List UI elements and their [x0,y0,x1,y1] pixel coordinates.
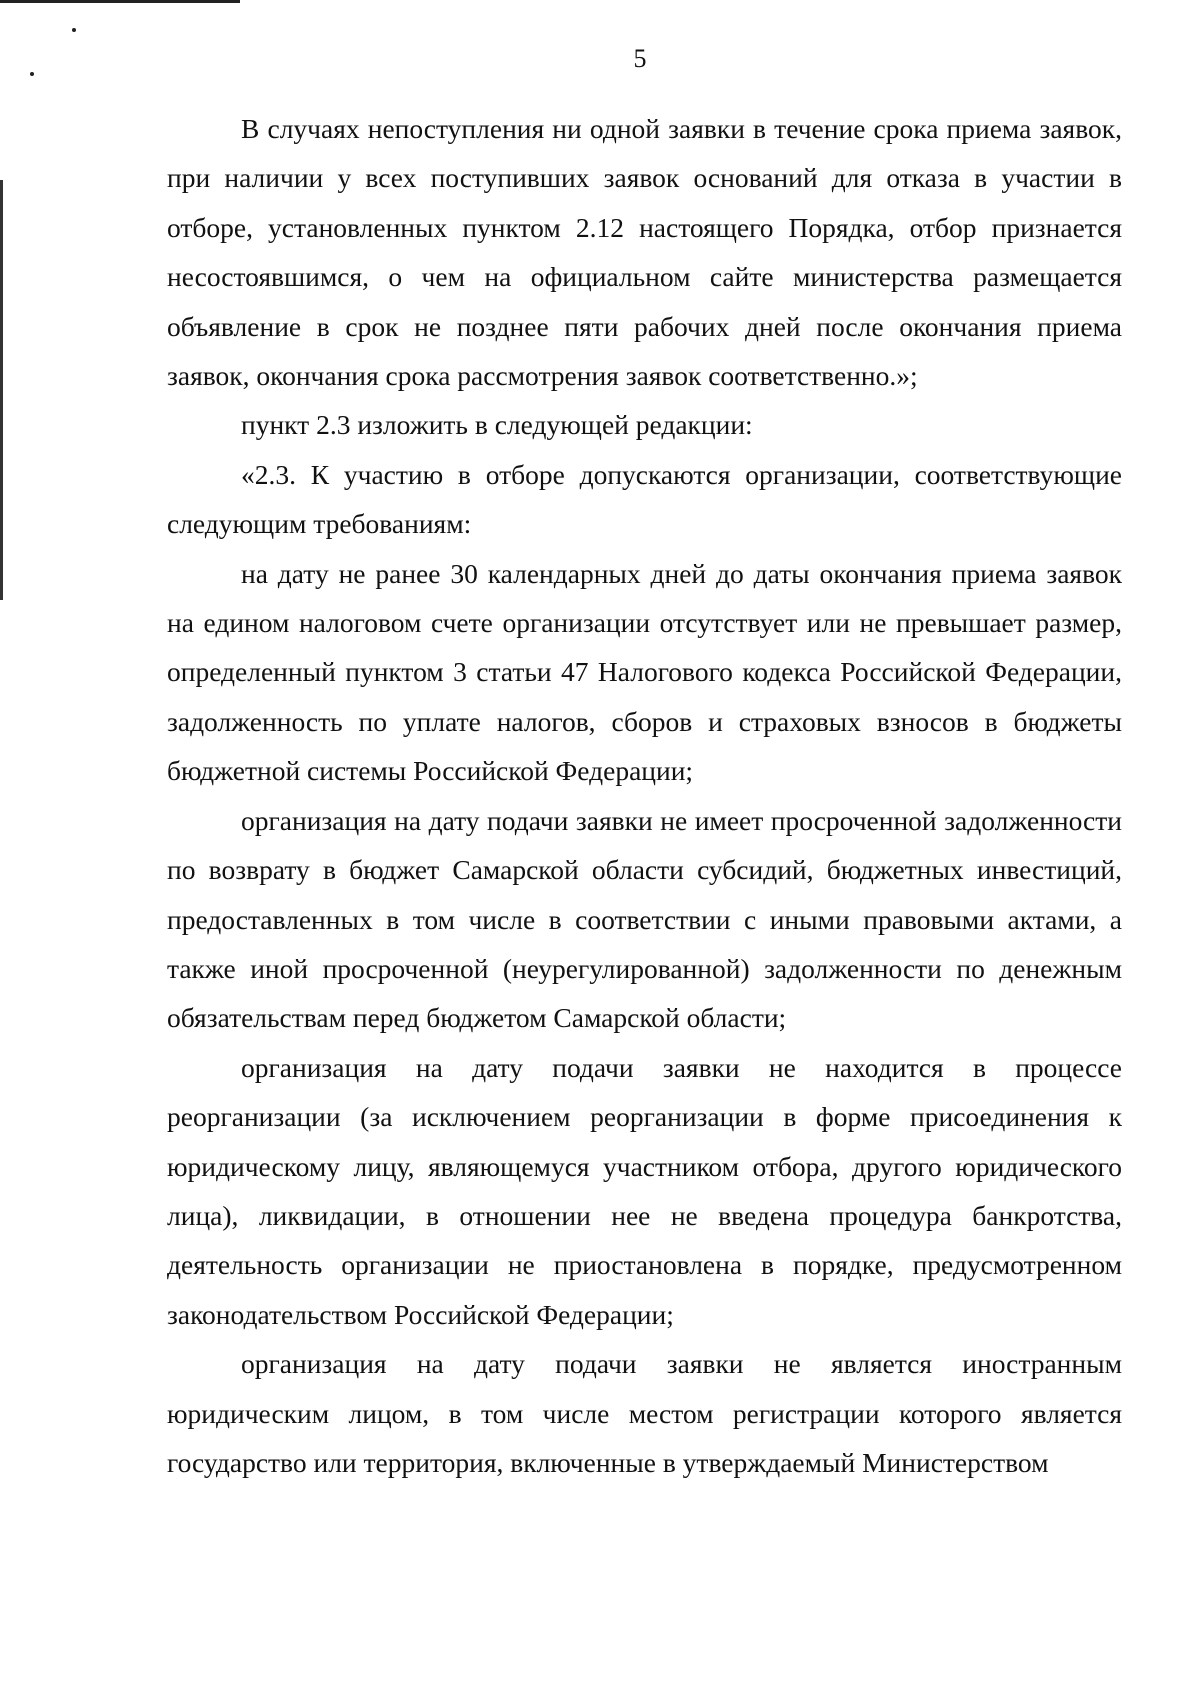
paragraph-budget-debt: организация на дату подачи заявки не имеет просроченной задолженности по возврату в бюджет Самарской области субсидий, бюджетных инвестиций, предоставленных в том числе в соответствии с иными правовыми актами, а также иной просроченной (неурегулированной) задолженности по денежным обязательствам перед бюджетом Самарской области; [167,804,1122,1034]
scan-edge-top [0,0,240,3]
paragraph-tax-debt: на дату не ранее 30 календарных дней до даты окончания приема заявок на едином налоговом счете организации отсутствует или не превышает размер, определенный пунктом 3 статьи 47 Налогового кодекса Российской Федерации, задолженность по уплате налогов, сборов и страховых взносов в бюджеты бюджетной системы Российской Федерации; [167,557,1122,787]
paragraph-reorganization: организация на дату подачи заявки не находится в процессе реорганизации (за исключением реорганизации в форме присоединения к юридическому лицу, являющемуся участником отбора, другого юридического лица), ликвидации, в отношении нее не введена процедура банкротства, деятельность организации не приостановлена в порядке, предусмотренном законодательством Российской Федерации; [167,1051,1122,1330]
paragraph-clause-2-3: «2.3. К участию в отборе допускаются организации, соответствующие следующим требованиям: [167,458,1122,540]
scan-speck [72,28,76,32]
document-body [167,104,1122,1487]
paragraph-foreign-entity: организация на дату подачи заявки не является иностранным юридическим лицом, в том числе местом регистрации которого является государство или территория, включенные в утверждаемый Министерством [167,1348,1122,1478]
paragraph-clause-2-3-intro: пункт 2.3 изложить в следующей редакции: [241,409,753,441]
page-number: 5 [633,44,647,73]
scan-edge-left [0,180,3,600]
paragraph-no-applications: В случаях непоступления ни одной заявки в течение срока приема заявок, при наличии у всех поступивших заявок оснований для отказа в участии в отборе, установленных пунктом 2.12 настоящего Порядка, отбор признается несостоявшимся, о чем на официальном сайте министерства размещается объявление в срок не позднее пяти рабочих дней после окончания приема заявок, окончания срока рассмотрения заявок соответственно.»; [167,113,1122,392]
